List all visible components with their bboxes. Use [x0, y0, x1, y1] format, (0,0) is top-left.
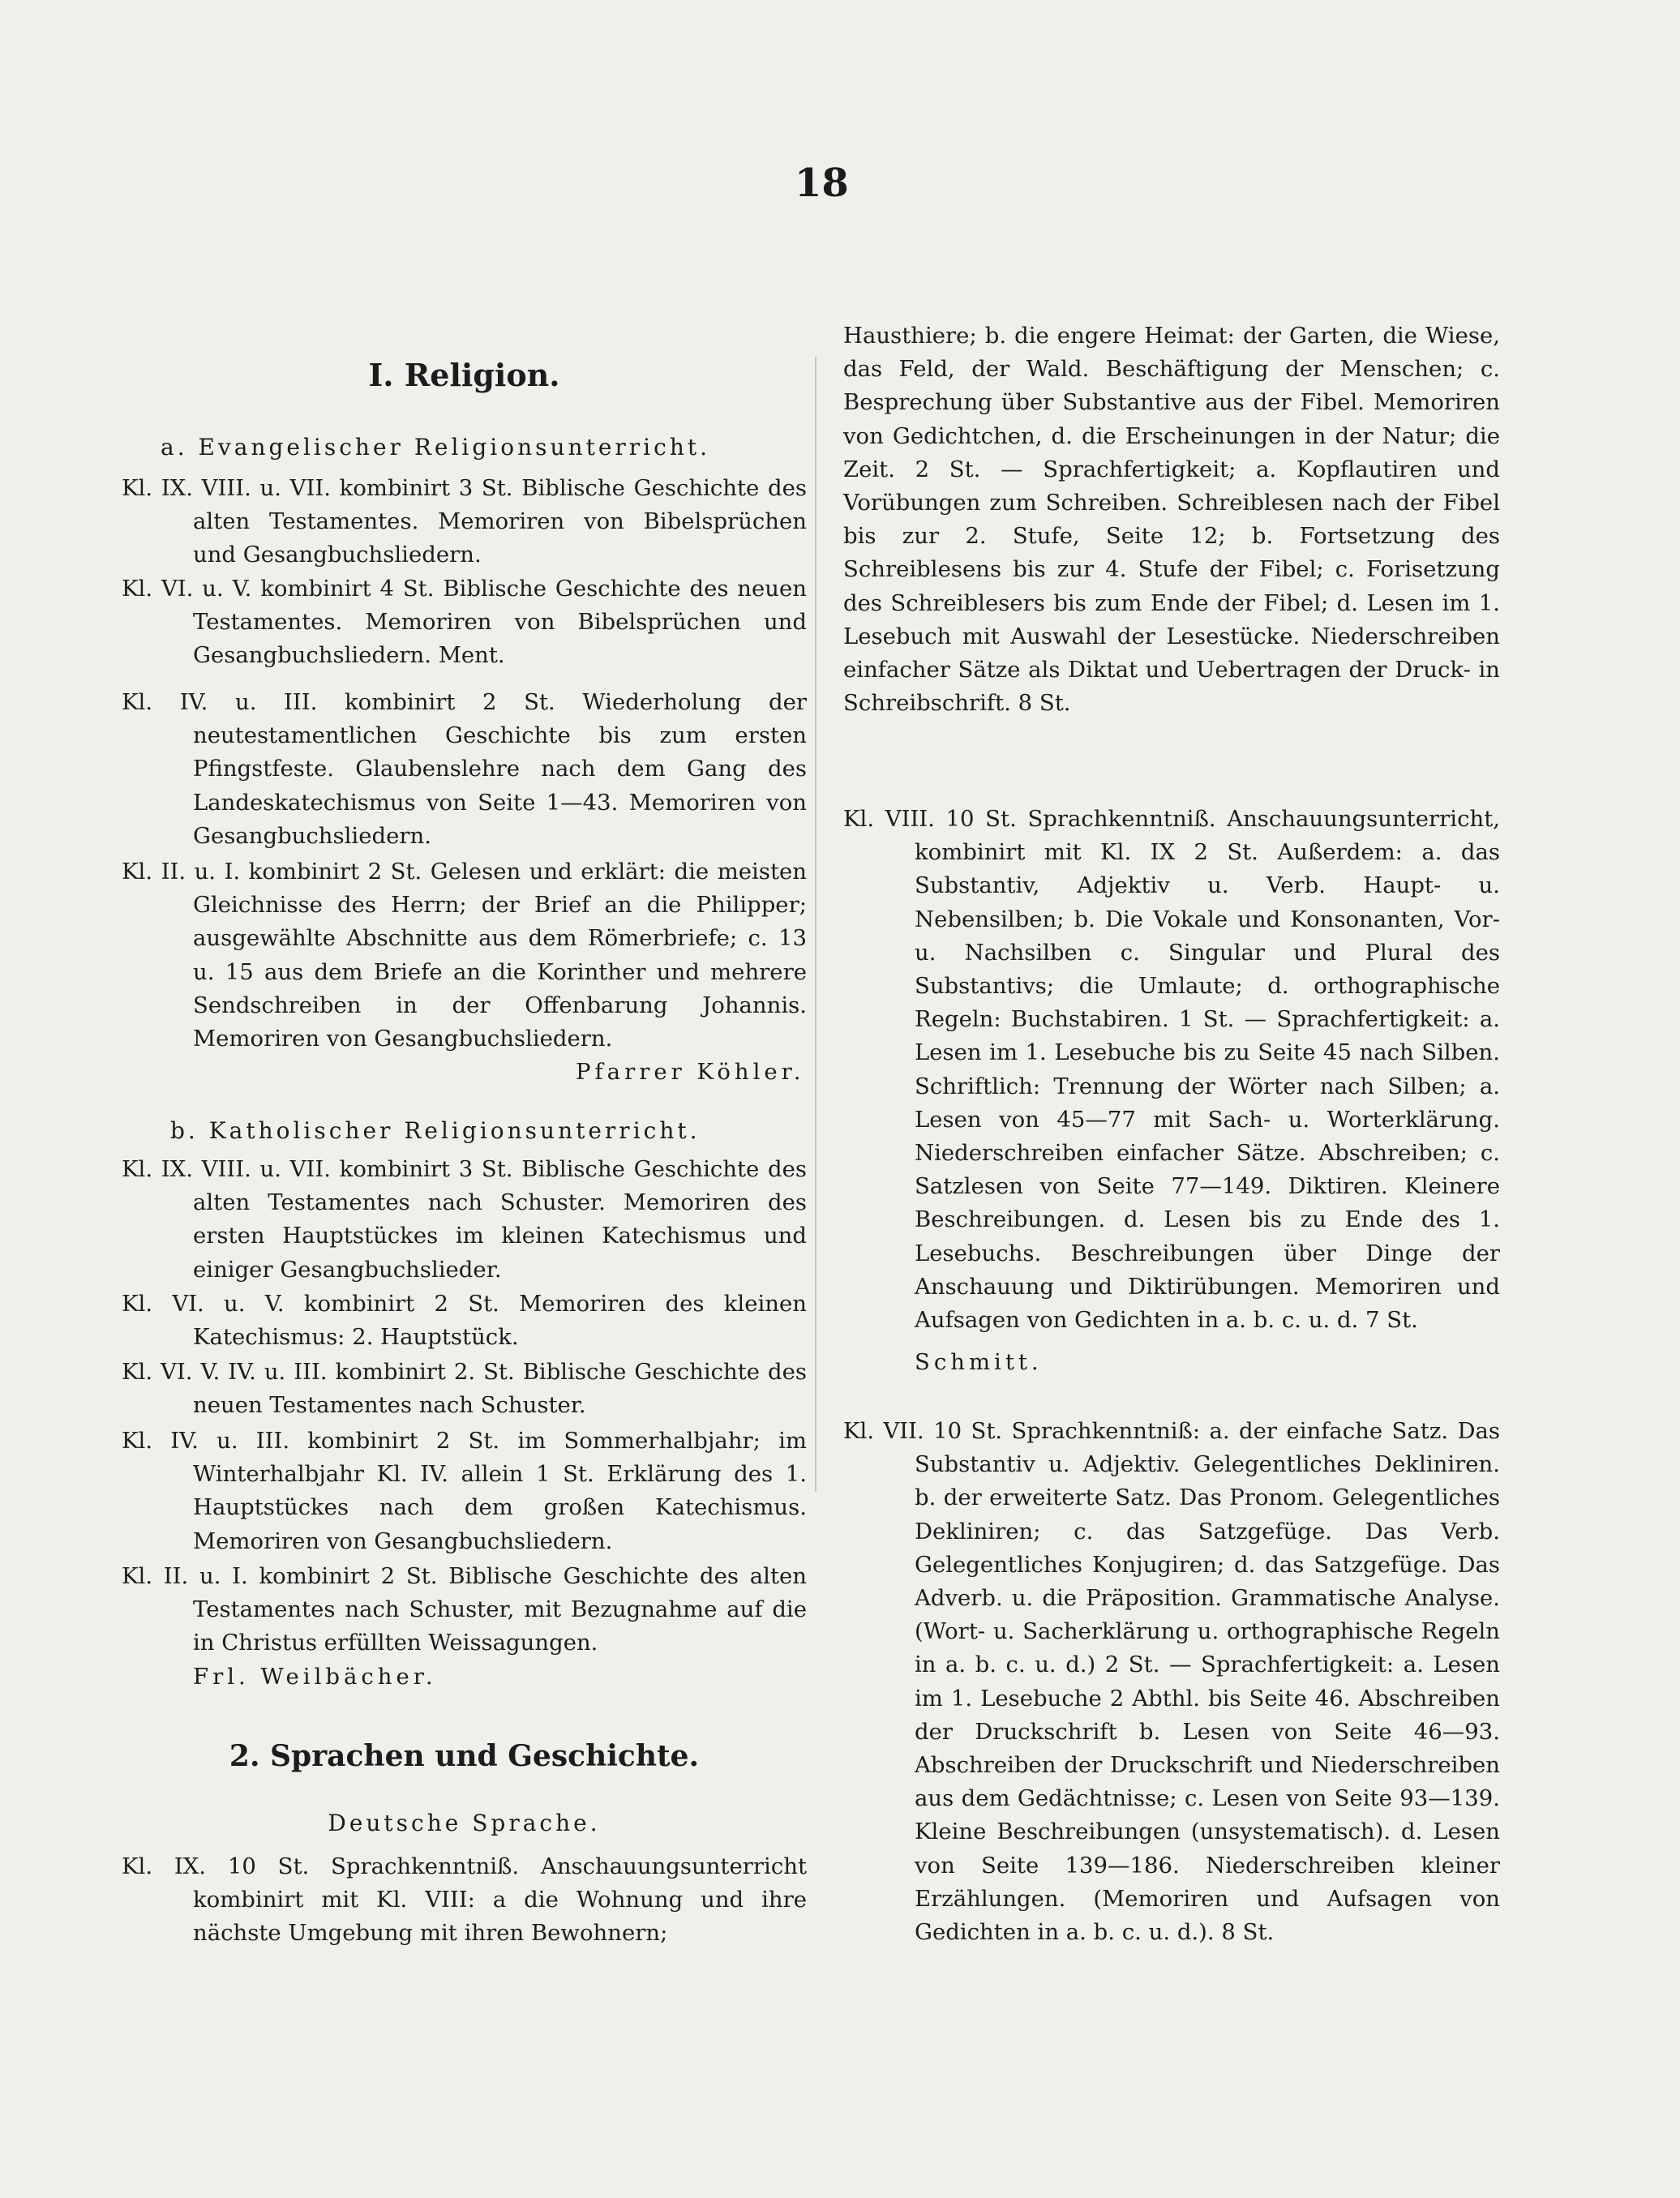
paragraph: Kl. VI. V. IV. u. III. kombinirt 2. St. Biblische Geschichte des neuen Testamentes nach Schuster. — [122, 1359, 807, 1419]
column-divider — [815, 357, 816, 1492]
page-number: 18 — [795, 161, 849, 206]
paragraph: Kl. VI. u. V. kombinirt 4 St. Biblische Geschichte des neuen Testamentes. Memoriren von Bibelsprüchen und Gesangbuchsliedern. Ment. — [122, 576, 807, 669]
paragraph: Kl. VI. u. V. kombinirt 2 St. Memoriren des kleinen Katechismus: 2. Hauptstück. — [122, 1291, 807, 1351]
teacher-name: Frl. Weilbächer. — [193, 1664, 437, 1690]
teacher-name: Schmitt. — [915, 1349, 1043, 1375]
paragraph: Kl. IX. VIII. u. VII. kombinirt 3 St. Biblische Geschichte des alten Testamentes. Memoriren von Bibelsprüchen und Gesangbuchsliedern. — [122, 475, 807, 568]
section-title-sprachen: 2. Sprachen und Geschichte. — [229, 1739, 700, 1773]
teacher-name: Pfarrer Köhler. — [576, 1059, 805, 1085]
paragraph: Kl. VII. 10 St. Sprachkenntniß: a. der einfache Satz. Das Substantiv u. Adjektiv. Gelegentliches Dekliniren. b. der erweiterte Satz. Das Pronom. Gelegentliches Dekliniren; c. das Satzgefüge. Das Verb. Gelegentliches Konjugiren; d. das Satzgefüge. Das Adverb. u. die Präposition. Grammatische Analyse. (Wort- u. Sacherklärung u. orthographische Regeln in a. b. c. u. d.) 2 St. — Sprachfertigkeit: a. Lesen im 1. Lesebuche 2 Abthl. bis Seite 46. Abschreiben der Druckschrift b. Lesen von Seite 46—93. Abschreiben der Druckschrift und Niederschreiben aus dem Gedächtnisse; c. Lesen von Seite 93—139. Kleine Beschreibungen (unsystematisch). d. Lesen von Seite 139—186. Niederschreiben kleiner Erzählungen. (Memoriren und Aufsagen von Gedichten in a. b. c. u. d.). 8 St. — [843, 1418, 1500, 1946]
paragraph: Kl. II. u. I. kombinirt 2 St. Gelesen und erklärt: die meisten Gleichnisse des Herrn; der Brief an die Philipper; ausgewählte Abschnitte aus dem Römerbriefe; c. 13 u. 15 aus dem Briefe an die Korinther und mehrere Sendschreiben in der Offenbarung Johannis. Memoriren von Gesangbuchsliedern. — [122, 859, 807, 1052]
paragraph: Kl. VIII. 10 St. Sprachkenntniß. Anschauungsunterricht, kombinirt mit Kl. IX 2 St. Außerdem: a. das Substantiv, Adjektiv u. Verb. Haupt- u. Nebensilben; b. Die Vokale und Konsonanten, Vor- u. Nachsilben c. Singular und Plural des Substantivs; die Umlaute; d. orthographische Regeln: Buchstabiren. 1 St. — Sprachfertigkeit: a. Lesen im 1. Lesebuche bis zu Seite 45 nach Silben. Schriftlich: Trennung der Wörter nach Silben; a. Lesen von 45—77 mit Sach- u. Worterklärung. Niederschreiben einfacher Sätze. Abschreiben; c. Satzlesen von Seite 77—149. Diktiren. Kleinere Beschreibungen. d. Lesen bis zu Ende des 1. Lesebuchs. Beschreibungen über Dinge der Anschauung und Diktirübungen. Memoriren und Aufsagen von Gedichten in a. b. c. u. d. 7 St. — [843, 806, 1500, 1334]
subsection-title-deutsch: Deutsche Sprache. — [328, 1810, 601, 1836]
paragraph: Hausthiere; b. die engere Heimat: der Garten, die Wiese, das Feld, der Wald. Beschäftigung der Menschen; c. Besprechung über Substantive aus der Fibel. Memoriren von Gedichtchen, d. die Erscheinungen in der Natur; die Zeit. 2 St. — Sprachfertigkeit; a. Kopflautiren und Vorübungen zum Schreiben. Schreiblesen nach der Fibel bis zur 2. Stufe, Seite 12; b. Fortsetzung des Schreiblesens bis zur 4. Stufe der Fibel; c. Forisetzung des Schreiblesers bis zum Ende der Fibel; d. Lesen im 1. Lesebuch mit Auswahl der Lesestücke. Niederschreiben einfacher Sätze als Diktat und Uebertragen der Druck- in Schreibschrift. 8 St. — [843, 323, 1500, 717]
subsection-title-katholisch: b. Katholischer Religionsunterricht. — [170, 1117, 701, 1144]
paragraph: Kl. IX. VIII. u. VII. kombinirt 3 St. Biblische Geschichte des alten Testamentes nach Schuster. Memoriren des ersten Hauptstückes im kleinen Katechismus und einiger Gesangbuchslieder. — [122, 1156, 807, 1283]
paragraph: Kl. IV. u. III. kombinirt 2 St. im Sommerhalbjahr; im Winterhalbjahr Kl. IV. allein 1 St. Erklärung des 1. Hauptstückes nach dem großen Katechismus. Memoriren von Gesangbuchsliedern. — [122, 1428, 807, 1554]
paragraph: Kl. IX. 10 St. Sprachkenntniß. Anschauungsunterricht kombinirt mit Kl. VIII: a die Wohnung und ihre nächste Umgebung mit ihren Bewohnern; — [122, 1853, 807, 1947]
subsection-title-evangelisch: a. Evangelischer Religionsunterricht. — [161, 434, 711, 461]
paragraph: Kl. IV. u. III. kombinirt 2 St. Wiederholung der neutestamentlichen Geschichte bis zum ersten Pfingstfeste. Glaubenslehre nach dem Gang des Landeskatechismus von Seite 1—43. Memoriren von Gesangbuchsliedern. — [122, 689, 807, 849]
section-title-religion: I. Religion. — [368, 357, 560, 393]
paragraph: Kl. II. u. I. kombinirt 2 St. Biblische Geschichte des alten Testamentes nach Schuster, mit Bezugnahme auf die in Christus erfüllten Weissagungen. — [122, 1563, 807, 1656]
